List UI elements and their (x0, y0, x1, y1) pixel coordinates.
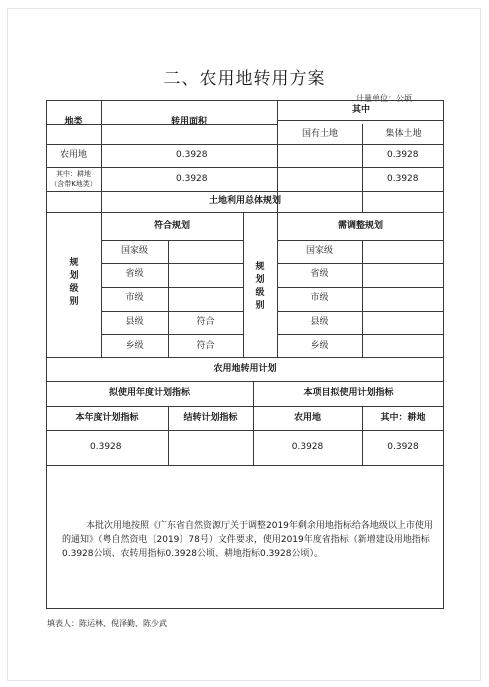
rule-conversion-cols (46, 430, 444, 431)
header-among: 其中 (351, 105, 370, 115)
right-level-city: 市级 (310, 293, 329, 303)
rule-right-l4 (277, 334, 444, 335)
planned-quota-header: 拟使用年度计划指标 (108, 388, 190, 398)
row-cultivated-label-2: （含带K地类） (50, 180, 97, 188)
project-quota-header: 本项目拟使用计划指标 (303, 388, 394, 398)
col-cultivated: 其中：耕地 (380, 413, 426, 423)
rule-left-l3 (101, 311, 243, 312)
col-carryover-quota: 结转计划指标 (183, 413, 238, 423)
rule-v-left-side (101, 212, 102, 357)
rule-right-l3 (277, 311, 444, 312)
right-level-township: 乡级 (310, 341, 329, 351)
header-area: 转用面积 (170, 117, 207, 127)
right-level-national: 国家级 (305, 246, 333, 256)
value-farmland: 0.3928 (291, 442, 324, 452)
rule-right-l0 (277, 240, 444, 241)
row-farmland-collective: 0.3928 (387, 150, 419, 160)
left-level-county: 县级 (125, 317, 144, 327)
rule-planning-title (46, 212, 444, 213)
left-level-city: 市级 (125, 293, 144, 303)
header-category: 地类 (64, 117, 83, 127)
left-level-province: 省级 (125, 269, 144, 279)
rule-right-l1 (277, 263, 444, 264)
conversion-section-title: 农用地转用计划 (213, 364, 277, 374)
header-collective-land: 集体土地 (385, 129, 422, 139)
usage-note: 本批次用地按照《广东省自然资源厅关于调整2019年剩余用地指标给各地级以上市使用的通知》（粤自然资电〔2019〕78号）文件要求，使用2019年度省指标（新增建设用地指标0.3928公顷、农转用指标0.3928公顷、耕地指标0.3928公顷）。 (62, 521, 433, 559)
row-farmland-area: 0.3928 (176, 150, 208, 160)
right-level-province: 省级 (310, 269, 329, 279)
rule-planning-bottom (46, 357, 444, 358)
row-farmland-label: 农用地 (59, 150, 87, 160)
rule-row1 (46, 167, 444, 168)
conform-header: 符合规划 (153, 221, 190, 231)
rule-conversion-headers (46, 406, 444, 407)
rule-right-l2 (277, 287, 444, 288)
left-value-township: 符合 (196, 341, 215, 351)
value-cultivated: 0.3928 (387, 442, 419, 452)
page-title: 二、农用地转用方案 (163, 69, 326, 89)
col-current-year-quota: 本年度计划指标 (75, 413, 139, 423)
rule-conversion-title (46, 381, 444, 382)
form-fillers: 填表人：陈运林、倪泽勤、陈少武 (47, 619, 167, 628)
value-current-year-quota: 0.3928 (90, 442, 122, 452)
left-value-county: 符合 (196, 317, 215, 327)
rule-v-right-level (362, 240, 363, 357)
right-level-county: 县级 (310, 317, 329, 327)
rule-v-left-end (243, 212, 244, 357)
left-planning-level-label: 规划级别 (69, 258, 79, 307)
rule-header-bottom (46, 144, 444, 145)
rule-conversion-values (46, 465, 444, 466)
rule-v-left-level (168, 240, 169, 357)
rule-left-l4 (101, 334, 243, 335)
rule-v-right-side (277, 212, 278, 357)
row-cultivated-label-1: 其中：耕地 (56, 170, 91, 178)
left-level-national: 国家级 (120, 246, 148, 256)
col-farmland: 农用地 (293, 413, 321, 423)
adjust-header: 需调整规划 (337, 221, 383, 231)
rule-among (278, 120, 444, 121)
row-cultivated-area: 0.3928 (176, 174, 208, 184)
rule-row2 (46, 191, 444, 192)
left-level-township: 乡级 (125, 341, 144, 351)
right-planning-level-label: 规划级别 (255, 262, 265, 311)
rule-left-l1 (101, 263, 243, 264)
row-cultivated-collective: 0.3928 (387, 174, 419, 184)
planning-section-title: 土地利用总体规划 (208, 196, 281, 206)
unit-label: 计量单位：公顷 (356, 94, 412, 103)
header-state-land: 国有土地 (301, 129, 338, 139)
rule-left-l0 (101, 240, 243, 241)
rule-left-l2 (101, 287, 243, 288)
